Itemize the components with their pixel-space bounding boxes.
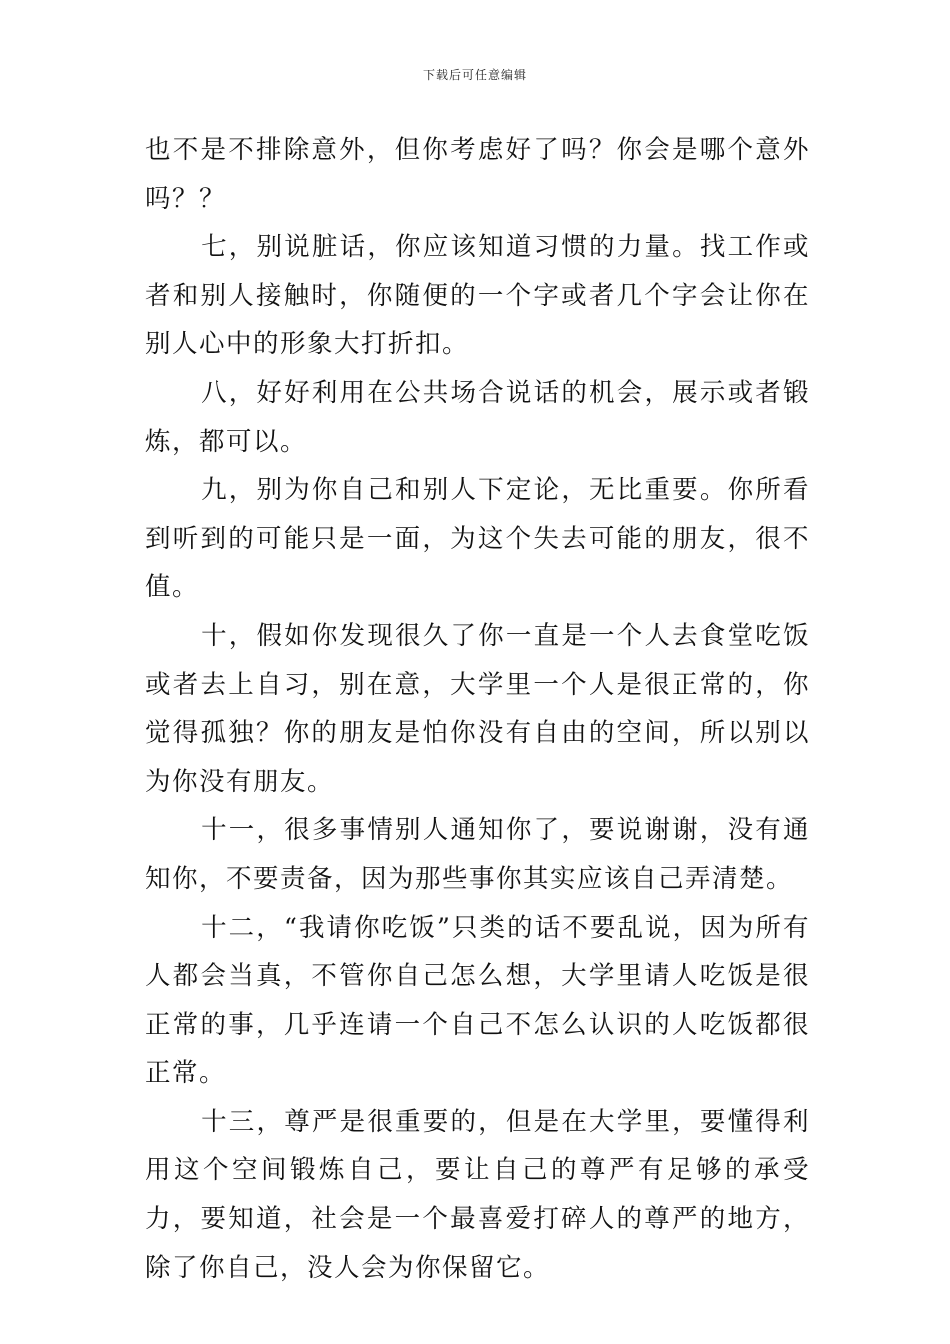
paragraph-item-10: 十，假如你发现很久了你一直是一个人去食堂吃饭或者去上自习，别在意，大学里一个人是很正常的，你觉得孤独？你的朋友是怕你没有自由的空间，所以别以为你没有朋友。 — [145, 620, 810, 797]
paragraph-item-7: 七，别说脏话，你应该知道习惯的力量。找工作或者和别人接触时，你随便的一个字或者几个字会让你在别人心中的形象大打折扣。 — [145, 232, 810, 360]
paragraph-item-8: 八，好好利用在公共场合说话的机会，展示或者锻炼，都可以。 — [145, 377, 810, 457]
paragraph-item-12: 十二，“我请你吃饭”只类的话不要乱说，因为所有人都会当真，不管你自己怎么想，大学里请人吃饭是很正常的事，几乎连请一个自己不怎么认识的人吃饭都很正常。 — [145, 912, 810, 1089]
paragraph-item-9: 九，别为你自己和别人下定论，无比重要。你所看到听到的可能只是一面，为这个失去可能的朋友，很不值。 — [145, 475, 810, 603]
paragraph-item-11: 十一，很多事情别人通知你了，要说谢谢，没有通知你，不要责备，因为那些事你其实应该自己弄清楚。 — [145, 815, 810, 894]
document-body — [145, 126, 810, 1292]
paragraph-item-13: 十三，尊严是很重要的，但是在大学里，要懂得利用这个空间锻炼自己，要让自己的尊严有足够的承受力，要知道，社会是一个最喜爱打碎人的尊严的地方，除了你自己，没人会为你保留它。 — [145, 1106, 810, 1283]
page-header: 下载后可任意编辑 — [422, 68, 527, 82]
paragraph-continuation: 也不是不排除意外，但你考虑好了吗？你会是哪个意外吗？？ — [145, 135, 810, 214]
